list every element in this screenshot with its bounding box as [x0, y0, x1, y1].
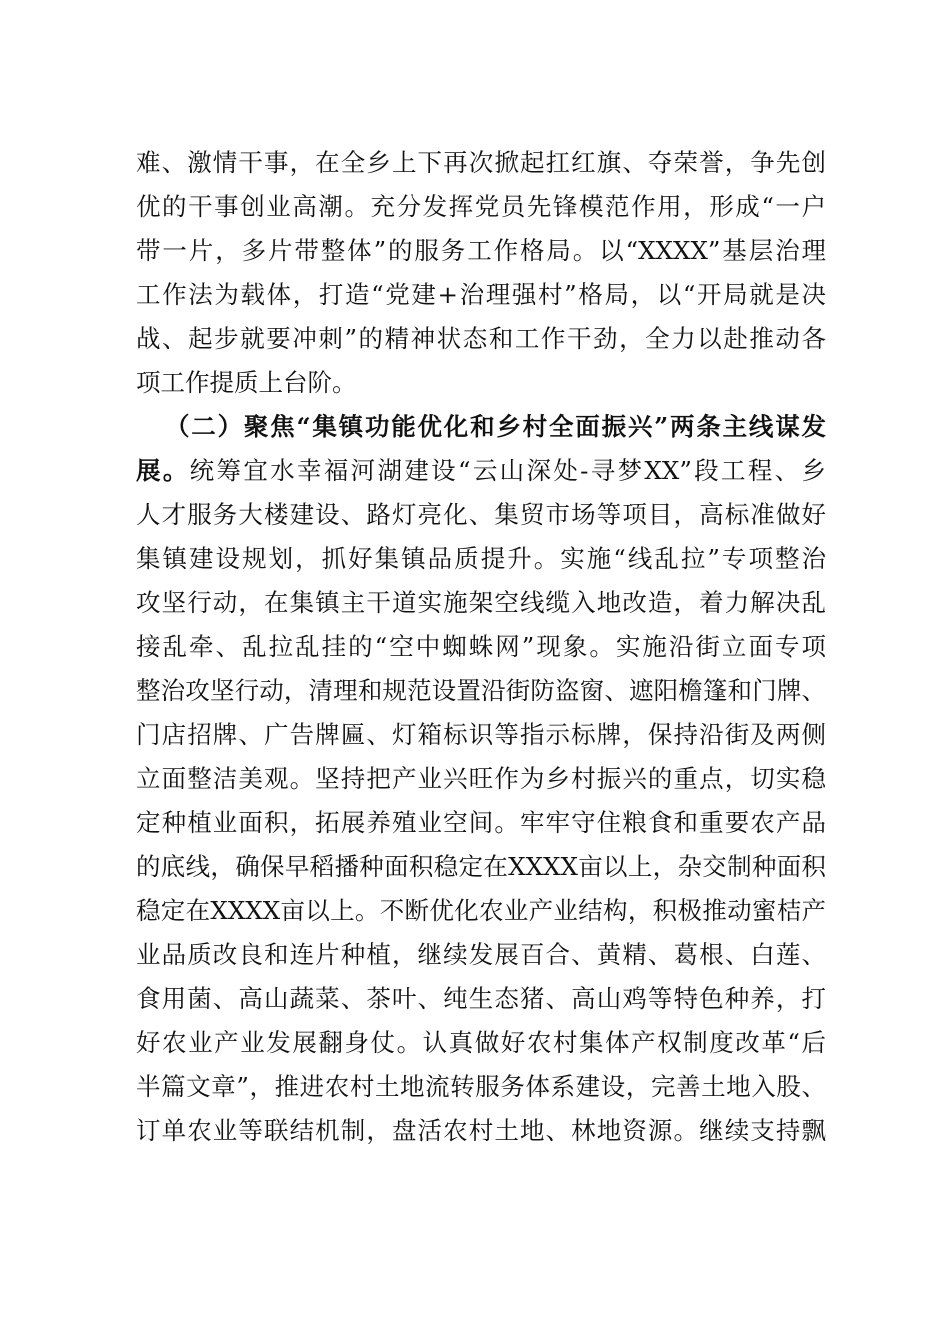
text-line: 攻坚行动，在集镇主干道实施架空线缆入地改造，着力解决乱 — [136, 588, 826, 617]
text-line: 食用菌、高山蔬菜、茶叶、纯生态猪、高山鸡等特色种养，打 — [136, 984, 826, 1013]
text-line: 难、激情干事，在全乡上下再次掀起扛红旗、夺荣誉，争先创 — [136, 148, 826, 177]
text-line: 定种植业面积，拓展养殖业空间。牢牢守住粮食和重要农产品 — [136, 808, 826, 837]
text-line: 工作法为载体，打造“党建+治理强村”格局，以“开局就是决 — [136, 280, 826, 309]
text-line: 战、起步就要冲刺”的精神状态和工作干劲，全力以赴推动各 — [136, 324, 826, 353]
text-line: 半篇文章”，推进农村土地流转服务体系建设，完善土地入股、 — [136, 1072, 826, 1101]
text-line: 稳定在XXXX亩以上。不断优化农业产业结构，积极推动蜜桔产 — [136, 896, 826, 925]
section-heading: （二）聚焦“集镇功能优化和乡村全面振兴”两条主线谋发 — [165, 412, 826, 441]
section-heading-end: 展。 — [136, 456, 190, 485]
text-line: 的底线，确保早稻播种面积稳定在XXXX亩以上，杂交制种面积 — [136, 852, 826, 881]
text-line: 门店招牌、广告牌匾、灯箱标识等指示标牌，保持沿街及两侧 — [136, 720, 826, 749]
text-line: 接乱牵、乱拉乱挂的“空中蜘蛛网”现象。实施沿街立面专项 — [136, 632, 826, 661]
text-span: 统筹宜水幸福河湖建设“云山深处-寻梦XX”段工程、乡 — [189, 456, 826, 485]
text-line: 带一片，多片带整体”的服务工作格局。以“XXXX”基层治理 — [136, 236, 826, 265]
text-line: 业品质改良和连片种植，继续发展百合、黄精、葛根、白莲、 — [136, 940, 826, 969]
text-line: 项工作提质上台阶。 — [136, 368, 357, 397]
text-line: 集镇建设规划，抓好集镇品质提升。实施“线乱拉”专项整治 — [136, 544, 826, 573]
text-line: 优的干事创业高潮。充分发挥党员先锋模范作用，形成“一户 — [136, 192, 826, 221]
text-line: 人才服务大楼建设、路灯亮化、集贸市场等项目，高标准做好 — [136, 500, 826, 529]
text-line: 订单农业等联结机制，盘活农村土地、林地资源。继续支持飘 — [136, 1116, 826, 1145]
text-line — [136, 449, 826, 493]
text-line: 立面整洁美观。坚持把产业兴旺作为乡村振兴的重点，切实稳 — [136, 764, 826, 793]
text-line: 整治攻坚行动，清理和规范设置沿街防盗窗、遮阳檐篷和门牌、 — [136, 676, 826, 705]
text-line: 好农业产业发展翻身仗。认真做好农村集体产权制度改革“后 — [136, 1028, 826, 1057]
